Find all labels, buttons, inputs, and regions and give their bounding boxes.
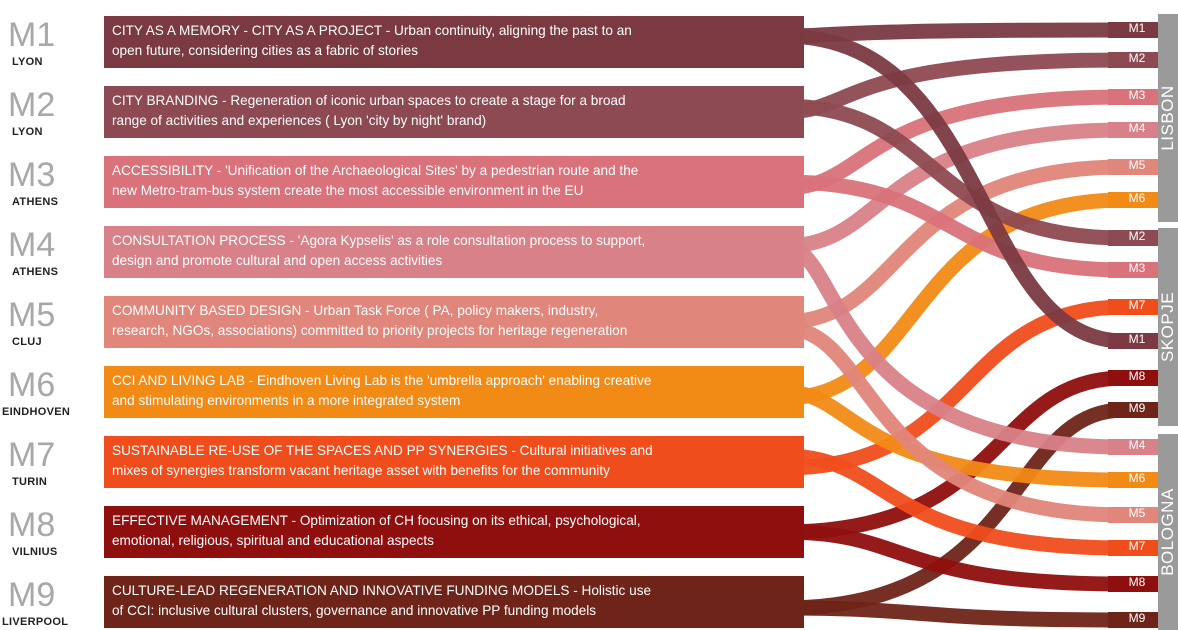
region-measure-tag: M2: [1128, 229, 1146, 243]
measure-text: - 'Agora Kypselis' as a role consultation process to support,: [285, 233, 646, 248]
measure-city: EINDHOVEN: [2, 406, 71, 418]
measure-title: CITY BRANDING: [112, 93, 219, 108]
measure-description: [112, 441, 802, 481]
region-measure-tag: M3: [1128, 261, 1146, 275]
region-bar-skopje: [1158, 228, 1178, 426]
measure-code: M8: [8, 506, 56, 544]
region-measure-tag: M7: [1128, 539, 1146, 553]
measure-code: M5: [8, 296, 56, 334]
measure-text-line2: research, NGOs, associations) committed to priority projects for heritage regeneration: [112, 323, 628, 338]
measure-city: CLUJ: [12, 336, 42, 348]
measure-city: ATHENS: [12, 266, 59, 278]
measure-text-line2: of CCI: inclusive cultural clusters, governance and innovative PP funding models: [112, 603, 597, 618]
measure-code: M3: [8, 156, 56, 194]
measure-text-line2: range of activities and experiences ( Lyon 'city by night' brand): [112, 113, 487, 128]
region-measure-tag: M1: [1128, 332, 1146, 346]
measure-text: - Optimization of CH focusing on its ethical, psychological,: [287, 513, 641, 528]
measure-title: CULTURE-LEAD REGENERATION AND INNOVATIVE FUNDING MODELS: [112, 583, 570, 598]
measure-title: COMMUNITY BASED DESIGN: [112, 303, 302, 318]
measure-text: - Urban Task Force ( PA, policy makers, industry,: [301, 303, 599, 318]
measure-city: VILNIUS: [12, 546, 58, 558]
measure-city: LYON: [12, 56, 43, 68]
region-measure-tag: M1: [1128, 21, 1146, 35]
region-measure-tag: M4: [1128, 438, 1146, 452]
measure-title: CCI AND LIVING LAB: [112, 373, 245, 388]
region-measure-tag: M6: [1128, 471, 1146, 485]
region-measure-tag: M3: [1128, 88, 1146, 102]
measure-city: LIVERPOOL: [2, 616, 69, 628]
measure-text-line2: design and promote cultural and open access activities: [112, 253, 443, 268]
region-measure-tag: M2: [1128, 51, 1146, 65]
measure-description: [112, 231, 802, 271]
measure-description: [112, 301, 802, 341]
region-measure-tag: M7: [1128, 298, 1146, 312]
region-bar-lisbon: [1158, 14, 1178, 222]
measure-title: ACCESSIBILITY: [112, 163, 213, 178]
measure-description: [112, 161, 802, 201]
region-measure-tag: M8: [1128, 575, 1146, 589]
region-measure-tag: M9: [1128, 401, 1146, 415]
flow-ribbon: [784, 30, 1124, 36]
measure-text: - Eindhoven Living Lab is the 'umbrella approach' enabling creative: [244, 373, 652, 388]
measure-text: - 'Unification of the Archaeological Sites' by a pedestrian route and the: [212, 163, 639, 178]
measure-text-line2: and stimulating environments in a more integrated system: [112, 393, 461, 408]
measure-text-line2: mixes of synergies transform vacant heritage asset with benefits for the community: [112, 463, 610, 478]
measure-code: M2: [8, 86, 56, 124]
measure-description: [112, 511, 802, 551]
region-name-bologna: BOLOGNA: [1158, 488, 1177, 576]
measure-text: - Cultural initiatives and: [507, 443, 653, 458]
region-measure-tag: M5: [1128, 506, 1146, 520]
region-name-skopje: SKOPJE: [1158, 291, 1177, 363]
region-measure-tag: M6: [1128, 191, 1146, 205]
measure-code: M1: [8, 16, 56, 54]
measure-code: M6: [8, 366, 56, 404]
measure-text: - Regeneration of iconic urban spaces to create a stage for a broad: [218, 93, 626, 108]
measure-text-line2: new Metro-tram-bus system create the most accessible environment in the EU: [112, 183, 584, 198]
region-name-lisbon: LISBON: [1158, 85, 1177, 151]
measure-text-line2: emotional, religious, spiritual and educational aspects: [112, 533, 434, 548]
measure-description: [112, 371, 802, 411]
measure-description: [112, 21, 802, 61]
measure-city: TURIN: [12, 476, 48, 488]
region-measure-tag: M9: [1128, 611, 1146, 625]
measure-text: - Holistic use: [569, 583, 652, 598]
measure-text: - Urban continuity, aligning the past to an: [381, 23, 632, 38]
region-bar-bologna: [1158, 434, 1178, 630]
measure-title: CITY AS A MEMORY - CITY AS A PROJECT: [112, 23, 382, 38]
measure-city: LYON: [12, 126, 43, 138]
measure-city: ATHENS: [12, 196, 59, 208]
flow-ribbon: [784, 608, 1124, 620]
measure-code: M4: [8, 226, 56, 264]
measure-text-line2: open future, considering cities as a fabric of stories: [112, 43, 419, 58]
measure-title: SUSTAINABLE RE-USE OF THE SPACES AND PP SYNERGIES: [112, 443, 508, 458]
region-measure-tag: M5: [1128, 158, 1146, 172]
measure-description: [112, 581, 802, 621]
measure-title: CONSULTATION PROCESS: [112, 233, 286, 248]
measure-description: [112, 91, 802, 131]
region-measure-tag: M4: [1128, 121, 1146, 135]
measure-code: M7: [8, 436, 56, 474]
measure-title: EFFECTIVE MANAGEMENT: [112, 513, 288, 528]
measure-code: M9: [8, 576, 56, 614]
region-measure-tag: M8: [1128, 369, 1146, 383]
